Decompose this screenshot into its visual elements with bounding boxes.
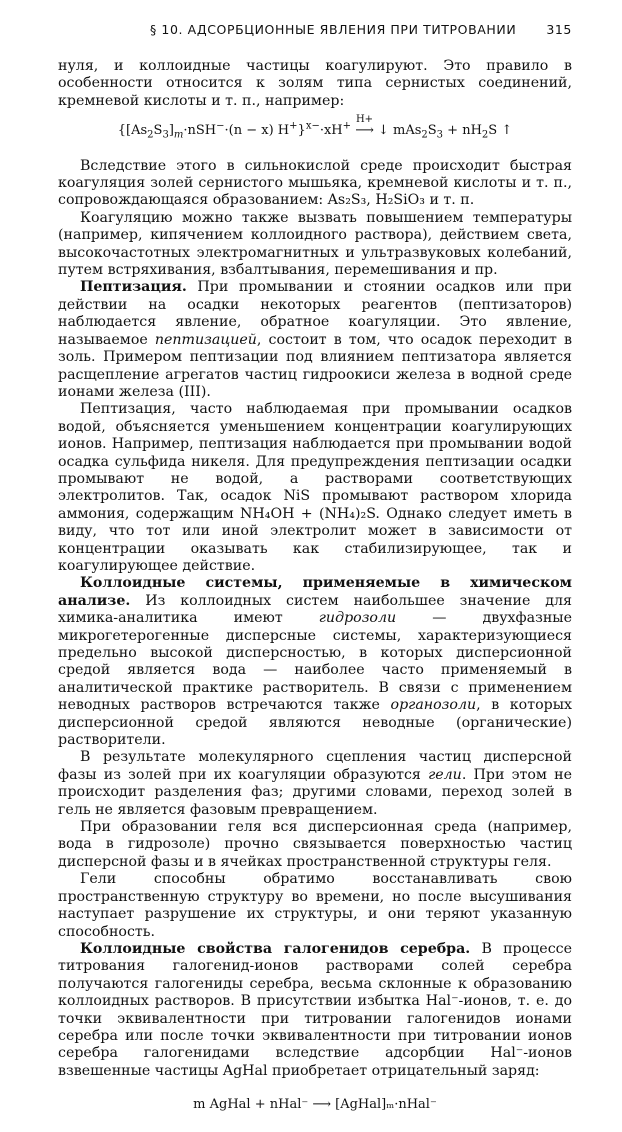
formula-silver-halide: m AgHal + nHal⁻ ⟶ [AgHal]ₘ·nHal⁻: [193, 1097, 437, 1113]
heading-colloid-systems: Коллоидные системы, применяемые в химическом анализе.: [58, 575, 572, 609]
page-body: [58, 58, 572, 1132]
paragraph-acid: Вследствие этого в сильнокислой среде происходит быстрая коагуляция золей сернистого мышьяка, кремневой кислоты и т. п., сопровождающаяся образованием: As₂S₃, H₂SiO₃ и т. п.: [58, 157, 572, 209]
term-peptization: пептизацией: [154, 331, 257, 348]
paragraph-peptization-2: Пептизация, часто наблюдаемая при промывании осадков водой, объясняется уменьшением концентрации коагулирующих ионов. Например, пептизация наблюдается при промывании водой осадка сульфида никеля. Для предупреждения пептизации осадки промывают не водой, а растворами соответствующих электролитов. Так, осадок NiS промывают раствором хлорида аммония, содержащим NH₄OH + (NH₄)₂S. Однако следует иметь в виду, что тот или иной электролит может в зависимости от концентрации оказывать как стабилизирующее, так и коагулирующее действие.: [58, 401, 572, 574]
heading-silver-halides: Коллоидные свойства галогенидов серебра.: [80, 940, 471, 957]
term-hydrosols: гидрозоли: [318, 610, 397, 627]
paragraph-coagulation: Коагуляцию можно также вызвать повышением температуры (например, кипячением коллоидного раствора), действием света, высокочастотных электромагнитных и ультразвуковых колебаний, путем встряхивания, взбалтывания, перемешивания и пр.: [58, 209, 572, 279]
paragraph-colloid-systems: Коллоидные системы, применяемые в химическом анализе. Из коллоидных систем наибольшее значение для химика-аналитика имеют гидрозоли — двухфазные микрогетерогенные дисперсные системы, характеризующиеся предельно высокой дисперсностью, в которых дисперсионной средой является вода — наиболее часто применяемый в аналитической практике растворитель. В связи с применением неводных растворов встречаются также органозоли, в которых дисперсионной средой являются неводные (органические) растворители.: [58, 575, 572, 749]
page-number: 315: [546, 22, 572, 37]
paragraph-gel-3: Гели способны обратимо восстанавливать свою пространственную структуру во времени, но после высушивания наступает разрушение их структуры, и они теряют указанную способность.: [58, 871, 572, 940]
formula-arsenic-sulfide: {$[As_2S_3]_m\cdot nSH^-\cdot(n - x)$ H+}$^{x-}$·xH+ H+ ⟶ ↓ $mAs_2S_3 + nH_2S$ ↑: [117, 114, 513, 141]
term-gels: гели: [428, 766, 462, 783]
paragraph-gel-2: При образовании геля вся дисперсионная среда (например, вода в гидрозоле) прочно связывается поверхностью частиц дисперсной фазы и в ячейках пространственной структуры геля.: [58, 819, 572, 870]
heading-peptization: Пептизация.: [80, 279, 187, 296]
section-title: § 10. АДСОРБЦИОННЫЕ ЯВЛЕНИЯ ПРИ ТИТРОВАНИИ: [150, 22, 517, 37]
running-header: [58, 22, 572, 42]
paragraph-silver-halides: Коллоидные свойства галогенидов серебра. В процессе титрования галогенид-ионов растворами солей серебра получаются галогениды серебра, весьма склонные к образованию коллоидных растворов. В присутствии избытка Hal⁻-ионов, т. е. до точки эквивалентности при титровании галогенидов ионами серебра или после точки эквивалентности при титровании ионов серебра галогенидами вследствие адсорбции Hal⁻-ионов взвешенные частицы AgHal приобретает отрицательный заряд:: [58, 940, 572, 1079]
paragraph-intro: нуля, и коллоидные частицы коагулируют. Это правило в особенности относится к золям типа сернистых соединений, кремневой кислоты и т. п., например:: [58, 58, 572, 109]
paragraph-peptization: Пептизация. При промывании и стоянии осадков или при действии на осадки некоторых реагентов (пептизаторов) наблюдается явление, обратное коагуляции. Это явление, называемое пептизацией, состоит в том, что осадок переходит в золь. Примером пептизации под влиянием пептизатора является расщепление агрегатов частиц гидроокиси железа в водной среде ионами железа (III).: [58, 279, 572, 400]
paragraph-gel: В результате молекулярного сцепления частиц дисперсной фазы из золей при их коагуляции образуются гели. При этом не происходит разделения фаз; другими словами, переход золей в гель не является фазовым превращением.: [58, 749, 572, 818]
term-organosols: органозоли: [390, 697, 477, 714]
